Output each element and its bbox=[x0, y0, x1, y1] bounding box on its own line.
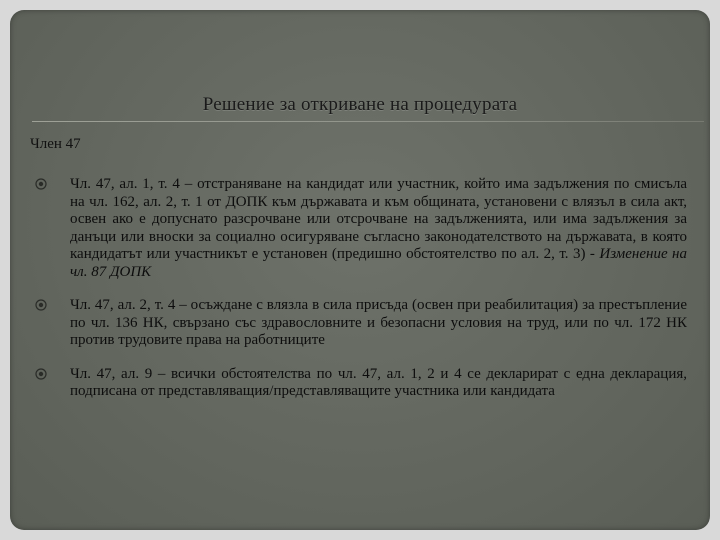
circled-dot-icon bbox=[35, 178, 47, 190]
bullet-item bbox=[32, 366, 687, 401]
bullet-list bbox=[32, 176, 687, 417]
bullet-text: Чл. 47, ал. 9 – всички обстоятелства по чл. 47, ал. 1, 2 и 4 се декларират с една декларация, подписана от представляващия/представляващите участника или кандидата bbox=[70, 365, 687, 399]
circled-dot-icon bbox=[35, 299, 47, 311]
bullet-item bbox=[32, 297, 687, 350]
article-label: Член 47 bbox=[30, 136, 81, 152]
bullet-emphasis: Изменение на чл. 87 ДОПК bbox=[70, 246, 688, 280]
title-divider bbox=[32, 121, 704, 122]
circled-dot-icon bbox=[35, 368, 47, 380]
slide-title: Решение за откриване на процедурата bbox=[202, 94, 518, 115]
bullet-text: Чл. 47, ал. 2, т. 4 – осъждане с влязла в сила присъда (освен при реабилитация) за престъпление по чл. 136 НК, свързано със здравословните и безопасни условия на труд, или по чл. 172 НК против трудовите права на работниците bbox=[70, 297, 687, 348]
slide bbox=[10, 10, 710, 530]
bullet-item bbox=[32, 176, 687, 281]
bullet-text: Чл. 47, ал. 1, т. 4 – отстраняване на кандидат или участник, който има задължения по смисъла на чл. 162, ал. 2, т. 1 от ДОПК към държавата и към общината, установени с влязъл в сила акт, освен ако е допуснато разсрочване или отсрочване на задълженията, или има задължения за данъци или вноски за социално осигуряване съгласно законодателството на държавата, в която кандидатът или участникът е установен (предишно обстоятелство по ал. 2, т. 3) - bbox=[70, 176, 687, 262]
